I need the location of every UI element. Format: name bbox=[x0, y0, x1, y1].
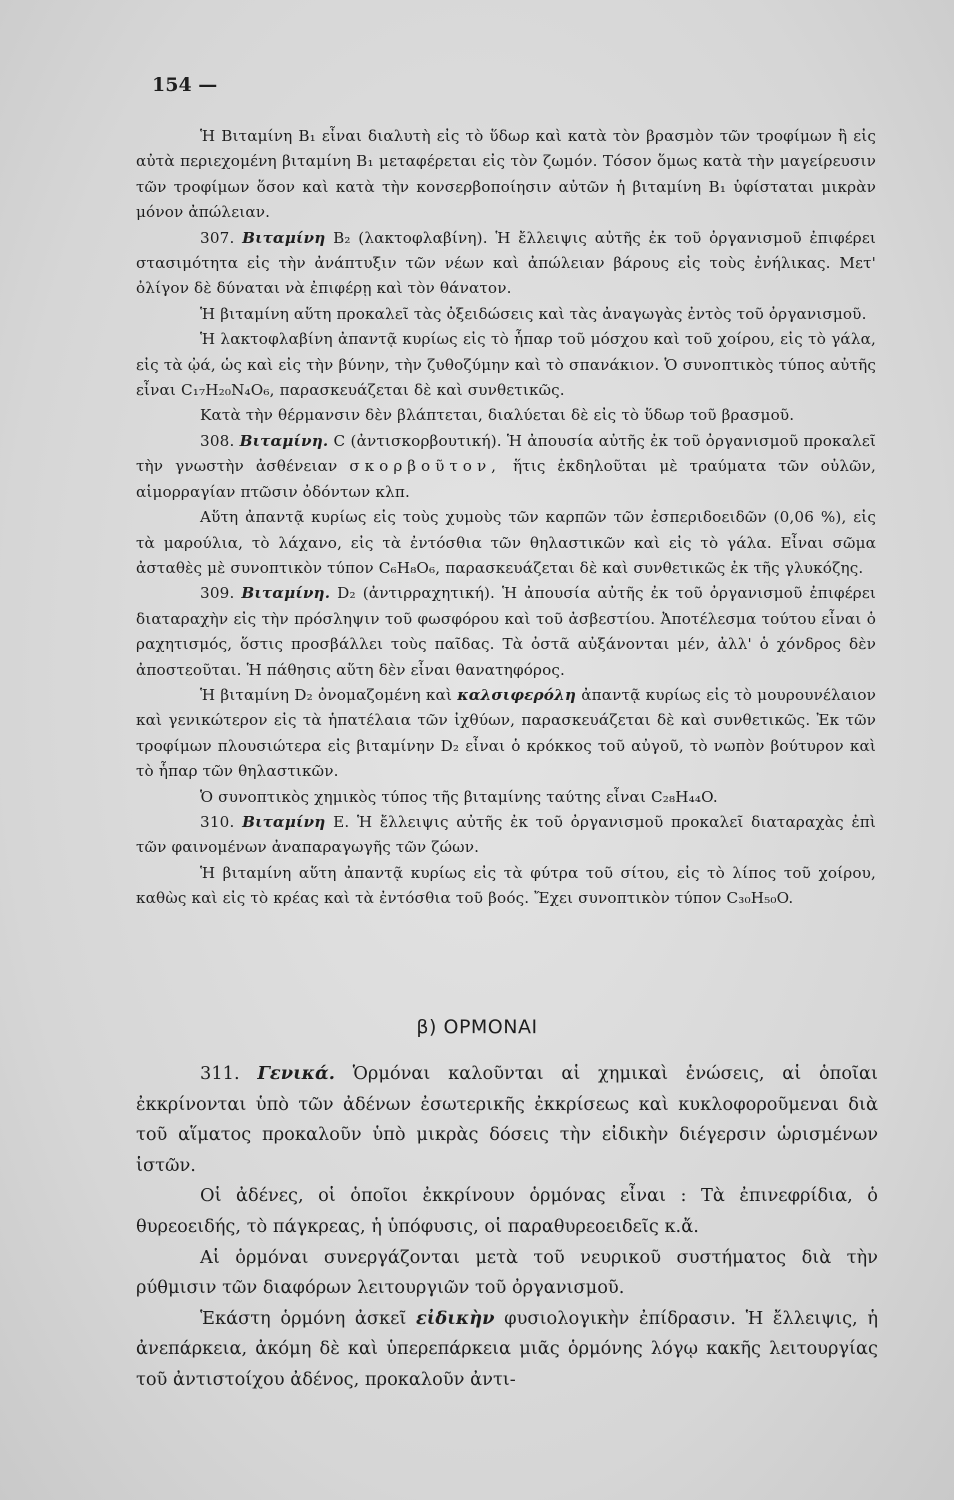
lead-term: Βιταμίνη bbox=[242, 228, 326, 247]
hormones-section bbox=[136, 1059, 878, 1396]
paragraph: Ὁ συνοπτικὸς χημικὸς τύπος τῆς βιταμίνης ταύτης εἶναι C₂₈H₄₄O. bbox=[200, 787, 718, 806]
lead-term: Γενικά. bbox=[257, 1063, 335, 1084]
lead-term: Βιταμίνη. bbox=[239, 431, 329, 450]
paragraph: Ἡ Βιταμίνη Β₁ εἶναι διαλυτὴ εἰς τὸ ὕδωρ καὶ κατὰ τὸν βρασμὸν τῶν τροφίμων ἢ εἰς αὐτὰ περιεχομένη βιταμίνη Β₁ μεταφέρεται εἰς τὸν ζωμόν. Τόσον ὅμως κατὰ τὴν μαγείρευσιν τῶν τροφίμων ὅσον καὶ κατὰ τὴν κονσερβοποίησιν αὐτῶν ἡ βιταμίνη Β₁ ὑφίσταται μικρὰν μόνον ἀπώλειαν. bbox=[136, 127, 876, 222]
italic-term: καλσιφερόλη bbox=[457, 685, 577, 704]
italic-term: εἰδικὴν bbox=[416, 1307, 495, 1329]
paragraph-307: 307. Βιταμίνη Β₂ (λακτοφλαβίνη). Ἡ ἔλλειψις αὐτῆς ἐκ τοῦ ὀργανισμοῦ ἐπιφέρει στασιμότητα εἰς τὴν ἀνάπτυξιν τῶν νέων καὶ ἀπώλειαν βάρους εἰς τοὺς ἐνήλικας. Μετ' ὀλίγον δὲ δύναται νὰ ἐπιφέρῃ καὶ τὸν θάνατον. bbox=[136, 228, 876, 298]
paragraph: Οἱ ἀδένες, οἱ ὁποῖοι ἐκκρίνουν ὁρμόνας εἶναι : Τὰ ἐπινεφρίδια, ὁ θυρεοειδής, τὸ πάγκρεας, ἡ ὑπόφυσις, οἱ παραθυρεοειδεῖς κ.ἄ. bbox=[136, 1185, 878, 1237]
paragraph: Ἑκάστη ὁρμόνη ἀσκεῖ εἰδικὴν φυσιολογικὴν ἐπίδρασιν. Ἡ ἔλλειψις, ἡ ἀνεπάρκεια, ἀκόμη δὲ καὶ ὑπερεπάρκεια μιᾶς ὁρμόνης λόγῳ κακῆς λειτουργίας τοῦ ἀντιστοίχου ἀδένος, προκαλοῦν ἀντι- bbox=[136, 1307, 878, 1390]
paragraph: Αὕτη ἀπαντᾷ κυρίως εἰς τοὺς χυμοὺς τῶν καρπῶν τῶν ἐσπεριδοειδῶν (0,06 %), εἰς τὰ μαρούλια, τὸ λάχανο, εἰς τὰ ἐντόσθια τῶν θηλαστικῶν καὶ εἰς τὸ γάλα. Εἶναι σῶμα ἀσταθὲς μὲ συνοπτικὸν τύπον C₆H₈O₆, παρασκευάζεται δὲ καὶ συνθετικῶς ἐκ τῆς γλυκόζης. bbox=[136, 508, 876, 577]
lead-term: Βιταμίνη bbox=[242, 812, 326, 831]
paragraph: Κατὰ τὴν θέρμανσιν δὲν βλάπτεται, διαλύεται δὲ εἰς τὸ ὕδωρ τοῦ βρασμοῦ. bbox=[200, 406, 795, 425]
paragraph: Ἡ βιταμίνη αὕτη προκαλεῖ τὰς ὀξειδώσεις καὶ τὰς ἀναγωγὰς ἐντὸς τοῦ ὀργανισμοῦ. bbox=[200, 304, 867, 323]
vitamins-section bbox=[136, 124, 876, 912]
section-heading: β) ΟΡΜΟΝΑΙ bbox=[416, 1016, 538, 1038]
paragraph: Ἡ βιταμίνη αὕτη ἀπαντᾷ κυρίως εἰς τὰ φύτρα τοῦ σίτου, εἰς τὸ λίπος τοῦ χοίρου, καθὼς καὶ εἰς τὸ κρέας καὶ τὰ ἐντόσθια τοῦ βοός. Ἔχει συνοπτικὸν τύπον C₃₀H₅₀O. bbox=[136, 863, 876, 908]
page-number: 154 — bbox=[152, 74, 218, 96]
paragraph-310: 310. Βιταμίνη Ε. Ἡ ἔλλειψις αὐτῆς ἐκ τοῦ ὀργανισμοῦ προκαλεῖ διαταραχὰς ἐπὶ τῶν φαινομένων ἀναπαραγωγῆς τῶν ζώων. bbox=[136, 812, 876, 857]
paragraph-308: 308. Βιταμίνη. C (ἀντισκορβουτική). Ἡ ἀπουσία αὐτῆς ἐκ τοῦ ὀργανισμοῦ προκαλεῖ τὴν γνωστὴν ἀσθένειαν σκορβοῦτον, ἥτις ἐκδηλοῦται μὲ τραύματα τῶν οὐλῶν, αἱμορραγίαν πτῶσιν ὀδόντων κλπ. bbox=[136, 431, 877, 501]
paragraph: Αἱ ὁρμόναι συνεργάζονται μετὰ τοῦ νευρικοῦ συστήματος διὰ τὴν ρύθμισιν τῶν διαφόρων λειτουργιῶν τοῦ ὀργανισμοῦ. bbox=[136, 1246, 878, 1299]
paragraph: Ἡ βιταμίνη D₂ ὀνομαζομένη καὶ καλσιφερόλη ἀπαντᾷ κυρίως εἰς τὸ μουρουνέλαιον καὶ γενικώτερον εἰς τὰ ἡπατέλαια τῶν ἰχθύων, παρασκευάζεται δὲ καὶ συνθετικῶς. Ἐκ τῶν τροφίμων πλουσιώτερα εἰς βιταμίνην D₂ εἶναι ὁ κρόκκος τοῦ αὐγοῦ, τὸ νωπὸν βούτυρον καὶ τὸ ἧπαρ τῶν θηλαστικῶν. bbox=[136, 685, 876, 781]
paragraph: Ἡ λακτοφλαβίνη ἀπαντᾷ κυρίως εἰς τὸ ἧπαρ τοῦ μόσχου καὶ τοῦ χοίρου, εἰς τὸ γάλα, εἰς τὰ ᾠά, ὡς καὶ εἰς τὴν βύνην, τὴν ζυθοζύμην καὶ τὸ σπανάκιον. Ὁ συνοπτικὸς τύπος αὐτῆς εἶναι C₁₇H₂₀N₄O₆, παρασκευάζεται δὲ καὶ συνθετικῶς. bbox=[136, 330, 876, 400]
paragraph-311: 311. Γενικά. Ὁρμόναι καλοῦνται αἱ χημικαὶ ἑνώσεις, αἱ ὁποῖαι ἐκκρίνονται ὑπὸ τῶν ἀδένων ἐσωτερικῆς ἐκκρίσεως καὶ κυκλοφοροῦμεναι διὰ τοῦ αἵματος προκαλοῦν ὑπὸ μικρὰς δόσεις τὴν εἰδικὴν διέγερσιν ὡρισμένων ἱστῶν. bbox=[136, 1063, 879, 1176]
paragraph-309: 309. Βιταμίνη. D₂ (ἀντιρραχητική). Ἡ ἀπουσία αὐτῆς ἐκ τοῦ ὀργανισμοῦ ἐπιφέρει διαταραχὴν εἰς τὴν πρόσληψιν τοῦ φωσφόρου καὶ τοῦ ἀσβεστίου. Ἀποτέλεσμα τούτου εἶναι ὁ ραχητισμός, ὅστις προσβάλλει τοὺς παῖδας. Τὰ ὀστᾶ αὐξάνονται μέν, ἀλλ' ὁ χόνδρος δὲν ἀποστεοῦται. Ἡ πάθησις αὕτη δὲν εἶναι θανατηφόρος. bbox=[136, 584, 876, 679]
lead-term: Βιταμίνη. bbox=[241, 584, 331, 603]
spaced-term: σκορβοῦτον, bbox=[349, 457, 502, 476]
